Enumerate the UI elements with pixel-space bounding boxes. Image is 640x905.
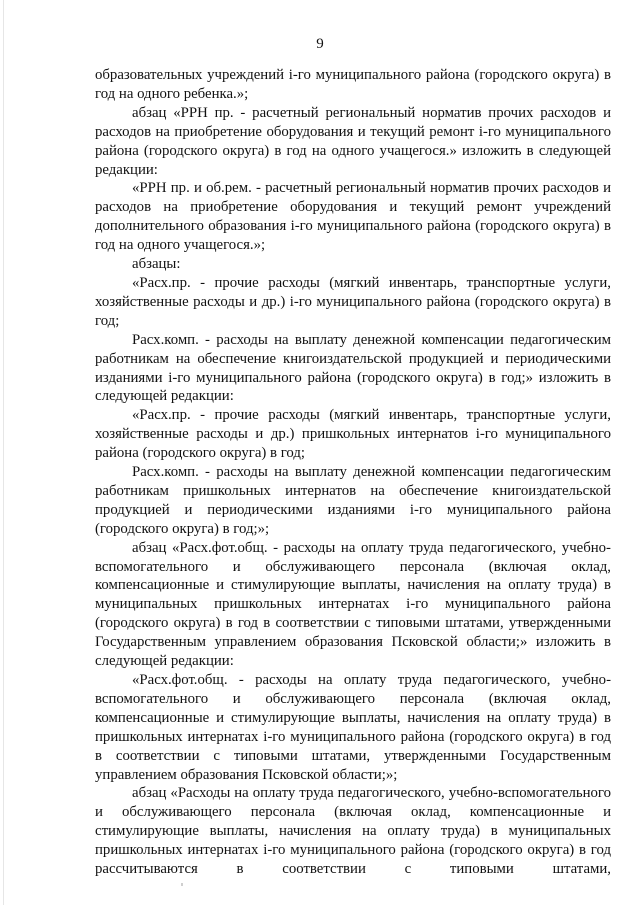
paragraph-5: «Расх.пр. - прочие расходы (мягкий инвентарь, транспортные услуги, хозяйственные расходы и др.) i-го муниципального района (городского округа) в год; [95,274,611,329]
paragraph-9: абзац «Расх.фот.общ. - расходы на оплату труда педагогического, учебно-вспомогательного и обслуживающего персонала (включая оклад, компенсационные и стимулирующие выплаты, начисления на оплату труда) в муниципальных пришкольных интернатах i-го муниципального района (городского округа) в год в соответствии с типовыми штатами, утвержденными Государственным управлением образования Псковской области;» изложить в следующей редакции: [95,539,611,670]
paragraph-6: Расх.комп. - расходы на выплату денежной компенсации педагогическим работникам на обеспечение книгоиздательской продукцией и периодическими изданиями i-го муниципального района (городского округа) в год;» изложить в следующей редакции: [95,331,611,405]
paragraph-1: образовательных учреждений i-го муниципального района (городского округа) в год на одного ребенка.»; [95,67,611,102]
paragraph-4: абзацы: [132,256,181,273]
paragraph-2: абзац «РРН пр. - расчетный региональный норматив прочих расходов и расходов на приобретение оборудования и текущий ремонт i-го муниципального района (городского округа) в год на одного учащегося.» изложить в следующей редакции: [95,104,611,178]
page-number: 9 [316,36,324,52]
paragraph-10: «Расх.фот.общ. - расходы на оплату труда педагогического, учебно-вспомогательного и обслуживающего персонала (включая оклад, компенсационные и стимулирующие выплаты, начисления на оплату труда) в пришкольных интернатах i-го муниципального района (городского округа) в год в соответствии с типовыми штатами, утвержденными Государственным управлением образования Псковской области;»; [95,672,611,783]
paragraph-3: «РРН пр. и об.рем. - расчетный региональный норматив прочих расходов и расходов на приобретение оборудования и текущий ремонт учреждений дополнительного образования i-го муниципального района (городского округа) в год на одного учащегося.»; [95,180,611,254]
scan-speck [181,883,183,886]
paragraph-7: «Расх.пр. - прочие расходы (мягкий инвентарь, транспортные услуги, хозяйственные расходы и др.) пришкольных интернатов i-го муниципального района (городского округа) в год; [95,407,611,462]
document-body [95,66,611,879]
paragraph-11: абзац «Расходы на оплату труда педагогического, учебно-вспомогательного и обслуживающего персонала (включая оклад, компенсационные и стимулирующие выплаты, начисления на оплату труда) в муниципальных пришкольных интернатах i-го муниципального района (городского округа) в год рассчитываются в соответствии с типовыми штатами, [95,785,611,878]
scan-edge-line [3,0,4,905]
paragraph-8: Расх.комп. - расходы на выплату денежной компенсации педагогическим работникам пришкольных интернатов на обеспечение книгоиздательской продукцией и периодическими изданиями i-го муниципального района (городского округа) в год;»; [95,464,611,537]
